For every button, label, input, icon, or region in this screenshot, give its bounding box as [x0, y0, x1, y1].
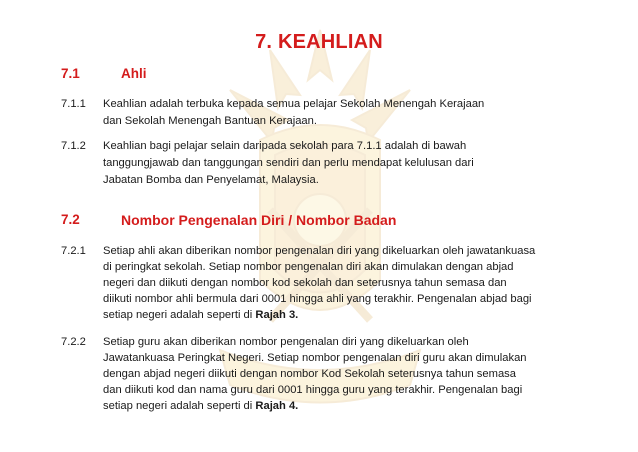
paragraph-line-last	[103, 307, 298, 324]
paragraph-line: Keahlian adalah terbuka kepada semua pelajar Sekolah Menengah Kerajaan	[103, 98, 485, 110]
paragraph-number: 7.1.2	[61, 140, 86, 152]
section-number: 7.1	[61, 66, 80, 81]
paragraph-line: dengan abjad negeri diikuti dengan nombor Kod Sekolah seterusnya tahun semasa	[103, 368, 516, 380]
paragraph-line-last	[103, 398, 298, 415]
paragraph-line: tanggungjawab dan tanggungan sendiri dan perlu mendapat kelulusan dari	[103, 157, 474, 169]
section-heading: Ahli	[121, 66, 147, 81]
paragraph-line: Jabatan Bomba dan Penyelamat, Malaysia.	[103, 174, 319, 186]
paragraph-line: diikuti nombor ahli bermula dari 0001 hingga ahli yang terakhir. Pengenalan abjad bagi	[103, 293, 532, 305]
paragraph-number: 7.1.1	[61, 98, 86, 110]
paragraph-line: di peringkat sekolah. Setiap nombor pengenalan diri akan dimulakan dengan abjad	[103, 261, 514, 273]
paragraph-number: 7.2.2	[61, 336, 86, 348]
section-number: 7.2	[61, 212, 80, 227]
paragraph-line: Jawatankuasa Peringkat Negeri. Setiap nombor pengenalan diri guru akan dimulakan	[103, 352, 527, 364]
paragraph-line: dan diikuti kod dan nama guru dari 0001 hingga guru yang terakhir. Pengenalan bagi	[103, 384, 523, 396]
paragraph-line: Keahlian bagi pelajar selain daripada sekolah para 7.1.1 adalah di bawah	[103, 140, 467, 152]
page-title: 7. KEAHLIAN	[255, 31, 383, 53]
paragraph-line: negeri dan diikuti dengan nombor kod sekolah dan seterusnya tahun semasa dan	[103, 277, 507, 289]
paragraph-line: Setiap ahli akan diberikan nombor pengenalan diri yang dikeluarkan oleh jawatankuasa	[103, 245, 536, 257]
paragraph-line-text: setiap negeri adalah seperti di	[103, 400, 256, 412]
section-heading: Nombor Pengenalan Diri / Nombor Badan	[121, 212, 397, 228]
paragraph-line-text: setiap negeri adalah seperti di	[103, 309, 256, 321]
paragraph-line: dan Sekolah Menengah Bantuan Kerajaan.	[103, 115, 317, 127]
paragraph-number: 7.2.1	[61, 245, 86, 257]
figure-reference: Rajah 4.	[255, 400, 299, 412]
figure-reference: Rajah 3.	[255, 309, 299, 321]
paragraph-line: Setiap guru akan diberikan nombor pengenalan diri yang dikeluarkan oleh	[103, 336, 469, 348]
